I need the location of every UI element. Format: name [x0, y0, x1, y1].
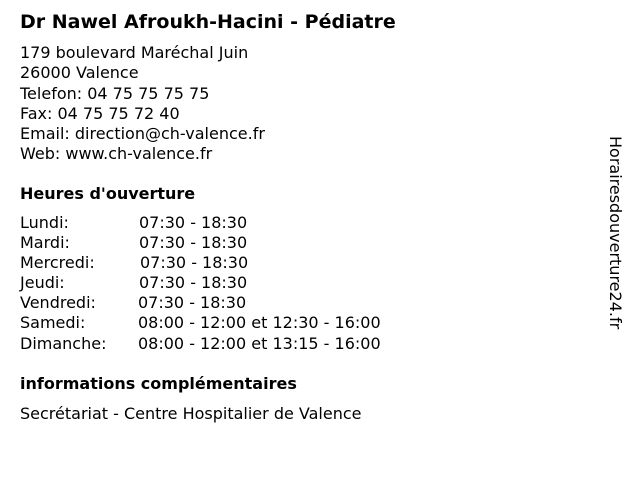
email-address: Email: direction@ch-valence.fr — [20, 124, 265, 144]
website: Web: www.ch-valence.fr — [20, 144, 213, 164]
additional-info-text: Secrétariat - Centre Hospitalier de Valence — [20, 404, 362, 423]
opening-hours-heading: Heures d'ouverture — [20, 184, 196, 203]
additional-info-heading: informations complémentaires — [20, 374, 297, 393]
hours-day: Vendredi: — [20, 293, 96, 313]
hours-time: 07:30 - 18:30 — [139, 273, 248, 293]
hours-time: 07:30 - 18:30 — [139, 233, 248, 253]
hours-day: Mercredi: — [20, 253, 95, 273]
hours-time: 08:00 - 12:00 et 12:30 - 16:00 — [138, 313, 381, 333]
phone-number: Telefon: 04 75 75 75 75 — [20, 83, 210, 103]
hours-day: Jeudi: — [20, 273, 65, 293]
fax-number: Fax: 04 75 75 72 40 — [20, 103, 180, 123]
hours-day: Lundi: — [20, 213, 69, 232]
hours-day: Mardi: — [20, 233, 70, 253]
contact-block — [20, 43, 265, 165]
address-city: 26000 Valence — [20, 63, 139, 83]
hours-day: Samedi: — [20, 313, 86, 333]
page-title: Dr Nawel Afroukh-Hacini - Pédiatre — [20, 11, 396, 33]
hours-day: Dimanche: — [20, 333, 107, 353]
hours-time: 07:30 - 18:30 — [139, 213, 248, 232]
address-street: 179 boulevard Maréchal Juin — [20, 43, 249, 62]
hours-time: 07:30 - 18:30 — [138, 293, 247, 313]
hours-time: 08:00 - 12:00 et 13:15 - 16:00 — [138, 333, 381, 353]
hours-time: 07:30 - 18:30 — [140, 253, 249, 273]
site-watermark: Horairesdouverture24.fr — [606, 136, 625, 330]
